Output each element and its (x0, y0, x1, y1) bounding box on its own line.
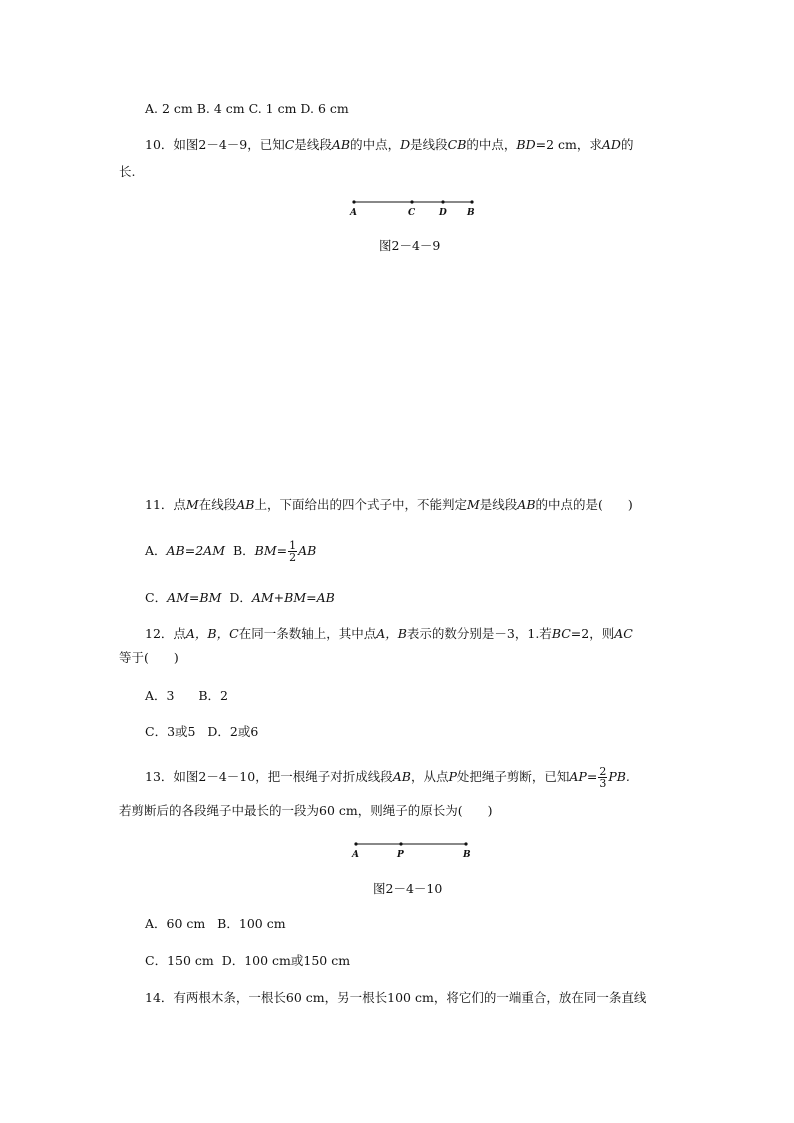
q13-stem-line1: 13．如图2－4－10，把一根绳子对折成线段AB，从点P处把绳子剪断，已知AP= $\frac{2}{3}$ PB. (145, 765, 630, 790)
point-b (470, 200, 473, 203)
q12-stem-line2: 等于( ) (119, 650, 179, 665)
point-a (354, 842, 357, 845)
q11-options-ab: A．AB=2AM B．BM= $\frac{1}{2}$ AB (145, 539, 317, 564)
label-c: C (408, 208, 416, 218)
q12-options-ab: A．3 B．2 (145, 688, 228, 703)
label-d: D (439, 208, 447, 218)
label-a: A (350, 208, 357, 218)
point-a (352, 200, 355, 203)
point-c (410, 200, 413, 203)
q12-options-cd: C．3或5 D．2或6 (145, 724, 259, 739)
q10-stem-line1: 10．如图2－4－9，已知C是线段AB的中点，D是线段CB的中点，BD=2 cm，求AD的 (145, 137, 634, 152)
label-a: A (352, 850, 359, 860)
figure-2-4-9 (346, 196, 480, 220)
fraction-one-half: $\frac{1}{2}$ (289, 539, 297, 564)
figure-caption-2-4-10: 图2－4－10 (373, 881, 443, 896)
q13-options-cd: C．150 cm D．100 cm或150 cm (145, 953, 351, 968)
q9-options: A. 2 cm B. 4 cm C. 1 cm D. 6 cm (145, 101, 349, 116)
q13-stem-line2: 若剪断后的各段绳子中最长的一段为60 cm，则绳子的原长为( ) (119, 803, 493, 818)
label-b: B (467, 208, 475, 218)
q11-stem: 11．点M在线段AB上，下面给出的四个式子中，不能判定M是线段AB的中点的是( ) (145, 497, 633, 512)
figure-2-4-10 (348, 838, 474, 862)
point-d (441, 200, 444, 203)
figure-caption-2-4-9: 图2－4－9 (379, 238, 441, 253)
label-p: P (397, 850, 404, 860)
q10-stem-line2: 长. (119, 164, 136, 179)
label-b: B (463, 850, 471, 860)
fraction-two-thirds: $\frac{2}{3}$ (599, 765, 607, 790)
point-p (399, 842, 402, 845)
q12-stem-line1: 12．点A，B，C在同一条数轴上，其中点A，B表示的数分别是－3，1.若BC=2，则AC (145, 626, 633, 641)
q14-stem-line1: 14．有两根木条，一根长60 cm，另一根长100 cm，将它们的一端重合，放在同一条直线 (145, 990, 647, 1005)
point-b (464, 842, 467, 845)
q13-options-ab: A．60 cm B．100 cm (145, 916, 286, 931)
q11-options-cd: C．AM=BM D．AM+BM=AB (145, 590, 335, 605)
